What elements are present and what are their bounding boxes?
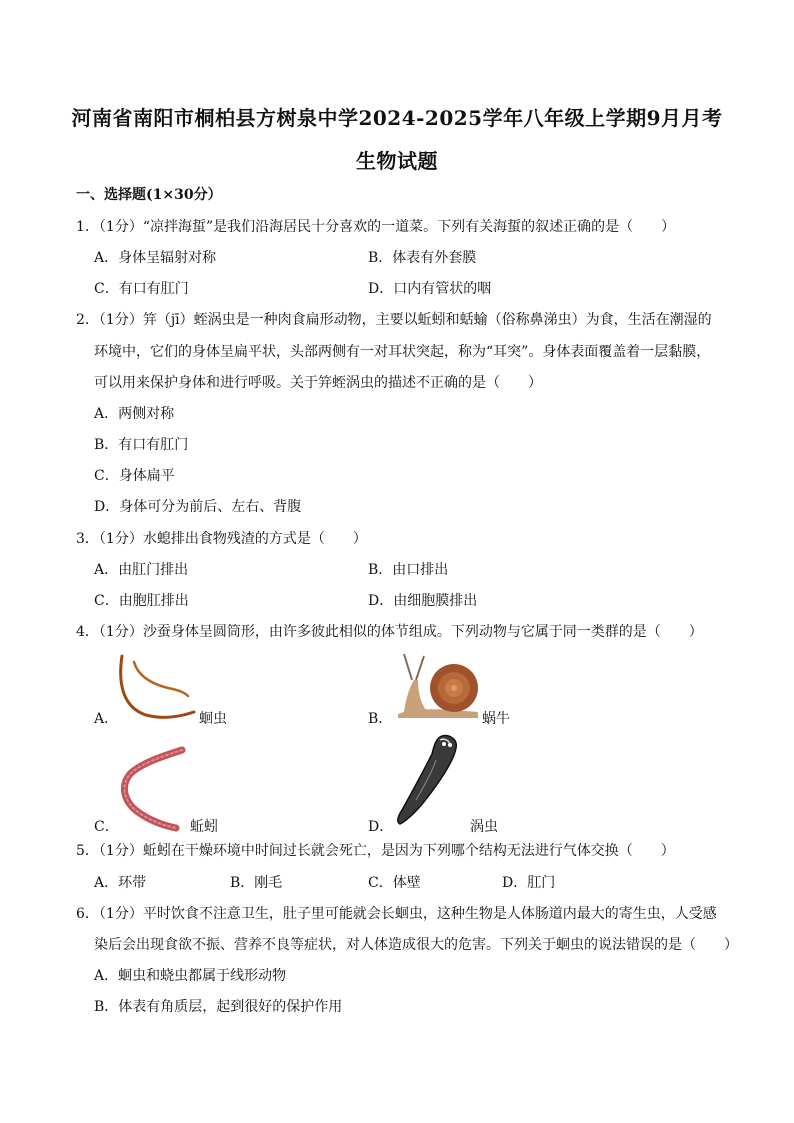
question-5-option-d: D．肛门 — [502, 875, 556, 891]
snail-icon — [392, 650, 484, 720]
question-2-stem-line-1: 2．（1分）笄（jī）蛭涡虫是一种肉食扁形动物，主要以蚯蚓和蛞蝓（俗称鼻涕虫）为食，生活在潮湿的 — [76, 312, 712, 328]
question-3-option-b: B．由口排出 — [368, 562, 449, 578]
question-5-option-b: B．刚毛 — [230, 875, 283, 891]
question-5-option-a: A．环带 — [94, 875, 147, 891]
question-3-option-c: C．由胞肛排出 — [94, 593, 189, 609]
question-6-stem-line-1: 6．（1分）平时饮食不注意卫生，肚子里可能就会长蛔虫，这种生物是人体肠道内最大的寄生虫，人受感 — [76, 906, 717, 922]
question-4-option-a-label: 蛔虫 — [199, 711, 227, 727]
question-6-option-b: B．体表有角质层，起到很好的保护作用 — [94, 999, 343, 1015]
exam-title: 河南省南阳市桐柏县方树泉中学2024-2025学年八年级上学期9月月考 — [71, 106, 723, 130]
question-4-stem: 4．（1分）沙蚕身体呈圆筒形，由许多彼此相似的体节组成。下列动物与它属于同一类群的是（ ） — [76, 624, 703, 640]
question-1-stem: 1．（1分）“凉拌海蜇”是我们沿海居民十分喜欢的一道菜。下列有关海蜇的叙述正确的是（ ） — [76, 219, 676, 235]
question-4-option-d-label: 涡虫 — [470, 819, 498, 835]
question-6-option-a: A．蛔虫和蛲虫都属于线形动物 — [94, 968, 287, 984]
question-2-stem-line-3: 可以用来保护身体和进行呼吸。关于笄蛭涡虫的描述不正确的是（ ） — [94, 375, 542, 391]
exam-subtitle: 生物试题 — [356, 149, 438, 173]
question-1-option-b: B．体表有外套膜 — [368, 250, 477, 266]
question-1-option-a: A．身体呈辐射对称 — [94, 250, 217, 266]
question-3-option-a: A．由肛门排出 — [94, 562, 189, 578]
question-4-option-b-label: 蜗牛 — [482, 711, 510, 727]
roundworm-icon — [112, 652, 198, 722]
question-4-option-c-label: 蚯蚓 — [190, 819, 218, 835]
question-4-option-b-letter: B． — [368, 711, 393, 727]
question-1-option-c: C．有口有肛门 — [94, 281, 189, 297]
question-3-stem: 3．（1分）水螅排出食物残渣的方式是（ ） — [76, 531, 367, 547]
question-4-option-a-letter: A． — [94, 711, 119, 727]
planarian-icon — [392, 730, 466, 830]
section-heading: 一、选择题(1×30分） — [76, 187, 222, 203]
question-5-stem: 5．（1分）蚯蚓在干燥环境中时间过长就会死亡，是因为下列哪个结构无法进行气体交换（ ） — [76, 843, 675, 859]
earthworm-icon — [116, 744, 192, 832]
question-2-option-d: D．身体可分为前后、左右、背腹 — [94, 499, 302, 515]
question-1-option-d: D．口内有管状的咽 — [368, 281, 492, 297]
question-2-option-a: A．两侧对称 — [94, 406, 175, 422]
question-5-option-c: C．体壁 — [368, 875, 421, 891]
question-6-stem-line-2: 染后会出现食欲不振、营养不良等症状，对人体造成很大的危害。下列关于蛔虫的说法错误的是（ ） — [94, 937, 738, 953]
question-4-option-c-letter: C． — [94, 819, 119, 835]
question-2-option-b: B．有口有肛门 — [94, 437, 189, 453]
question-2-option-c: C．身体扁平 — [94, 468, 175, 484]
question-3-option-d: D．由细胞膜排出 — [368, 593, 478, 609]
question-4-option-d-letter: D． — [368, 819, 394, 835]
question-2-stem-line-2: 环境中，它们的身体呈扁平状，头部两侧有一对耳状突起，称为“耳突”。身体表面覆盖着一层黏膜， — [94, 344, 711, 360]
